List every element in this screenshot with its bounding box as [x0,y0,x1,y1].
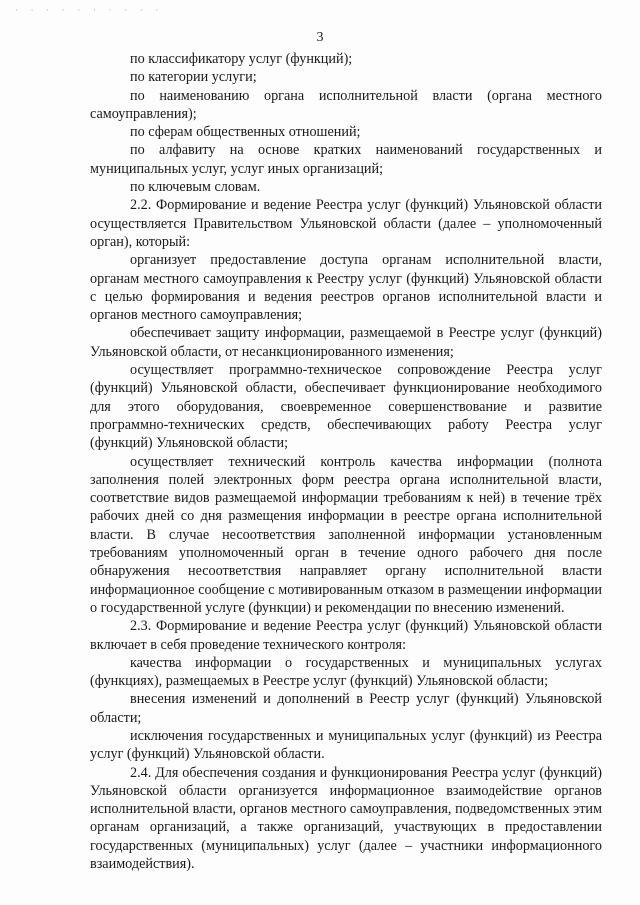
paragraph: по наименованию органа исполнительной власти (органа местного самоуправления); [90,87,602,122]
paragraph: по классификатору услуг (функций); [130,51,353,67]
paragraph: осуществляет программно-техническое сопровождение Реестра услуг (функций) Ульяновской области, обеспечивает функционирование необходимого для этого оборудования, своевременное совершенствование и развитие программно-технических средств, обеспечивающих работу Реестра услуг (функций) Ульяновской области; [90,362,602,452]
paragraph: по категории услуги; [130,69,257,86]
page-number: 3 [316,30,324,45]
section-paragraph: 2.3. Формирование и ведение Реестра услуг (функций) Ульяновской области включает в себя проведение технического контроля: [90,618,602,653]
paragraph: исключения государственных и муниципальных услуг (функций) из Реестра услуг (функций) Ульяновской области. [90,727,602,763]
document-body [90,50,602,873]
paragraph: организует предоставление доступа органам исполнительной власти, органам местного самоуправления к Реестру услуг (функций) Ульяновской области с целью формирования и ведения реестров органов исполнительной власти и органов местного самоуправления; [90,252,602,324]
section-paragraph: 2.4. Для обеспечения создания и функционирования Реестра услуг (функций) Ульяновской области организуется информационное взаимодействие органов исполнительной власти, органов местного самоуправления, подведомственных этим органам организаций, а также организаций, участвующих в предоставлении государственных (муниципальных) услуг (далее – участники информационного взаимодействия). [90,764,602,873]
paragraph: по сферам общественных отношений; [130,124,361,141]
paragraph: осуществляет технический контроль качества информации (полнота заполнения полей электронных форм реестра органа исполнительной власти, соответствие видов размещаемой информации требованиям к ней) в течение трёх рабочих дней со дня размещения информации в реестре органа исполнительной власти. В случае несоответствия заполненной информации установленным требованиям уполномоченный орган в течение одного рабочего дня после обнаружения несоответствия направляет органу исполнительной власти информационное сообщение с мотивированным отказом в размещении информации о государственной услуге (функции) и рекомендации по внесению изменений. [90,453,602,616]
scan-artifact: · · · · · · · · · · [14,6,163,15]
section-paragraph: 2.2. Формирование и ведение Реестра услуг (функций) Ульяновской области осуществляется Правительством Ульяновской области (далее – уполномоченный орган), который: [90,197,602,250]
paragraph: по алфавиту на основе кратких наименований государственных и муниципальных услуг, услуг иных организаций; [90,142,602,177]
paragraph: качества информации о государственных и муниципальных услугах (функциях), размещаемых в Реестре услуг (функций) Ульяновской области; [90,654,602,690]
paragraph: обеспечивает защиту информации, размещаемой в Реестре услуг (функций) Ульяновской области, от несанкционированного изменения; [90,325,602,360]
paragraph: внесения изменений и дополнений в Реестр услуг (функций) Ульяновской области; [90,691,602,726]
paragraph: по ключевым словам. [130,179,261,196]
